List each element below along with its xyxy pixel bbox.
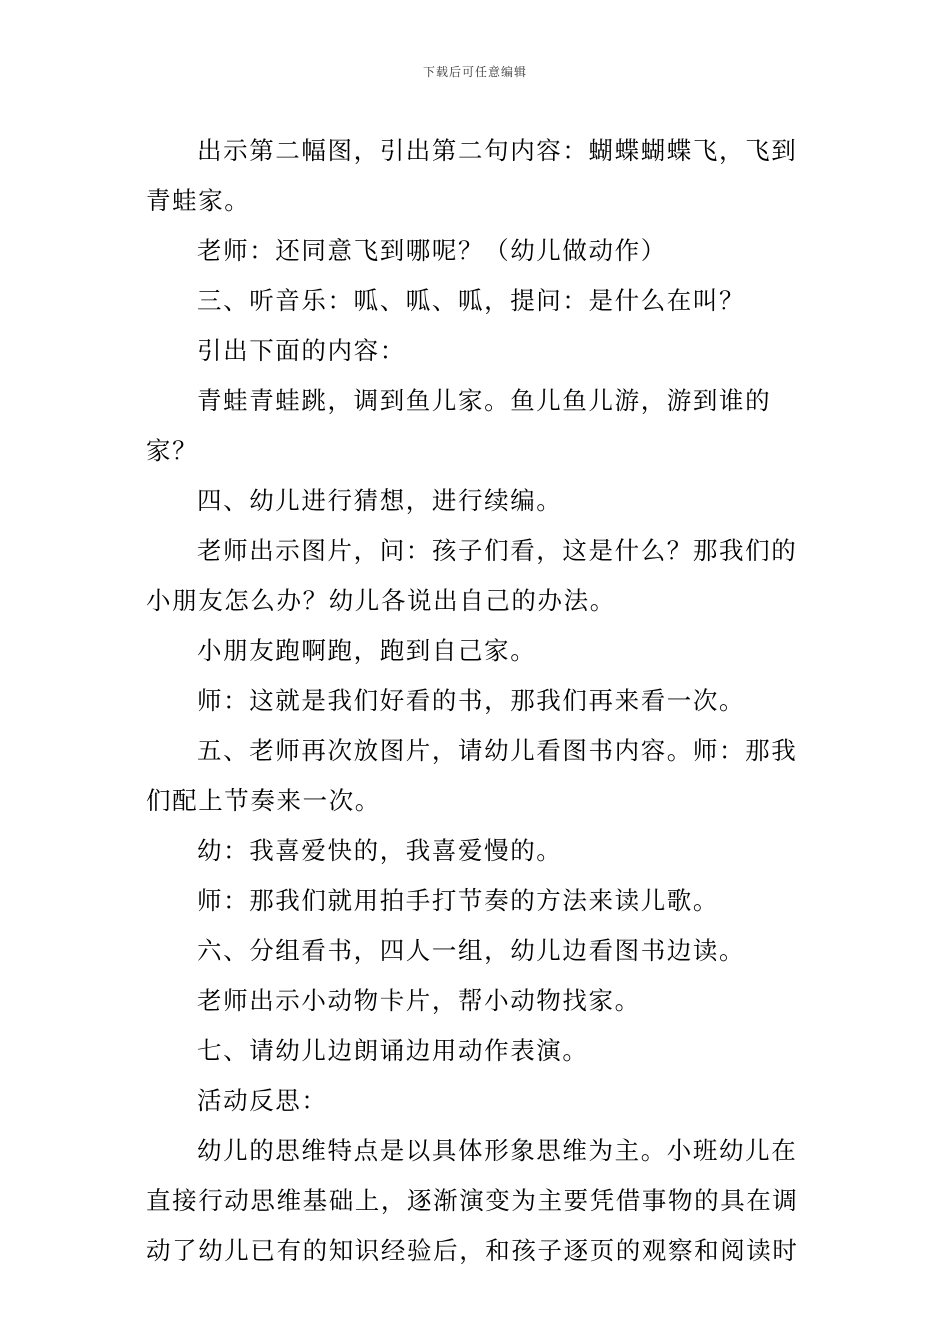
paragraph: 幼儿的思维特点是以具体形象思维为主。小班幼儿在直接行动思维基础上，逐渐演变为主要凭借事物的具在调动了幼儿已有的知识经验后，和孩子逐页的观察和阅读时: [146, 1136, 799, 1265]
paragraph: 青蛙青蛙跳，调到鱼儿家。鱼儿鱼儿游，游到谁的家？: [146, 386, 772, 465]
paragraph: 四、幼儿进行猜想，进行续编。: [197, 486, 563, 515]
page-header: 下载后可任意编辑: [422, 65, 527, 79]
paragraph: 小朋友跑啊跑，跑到自己家。: [197, 636, 537, 665]
paragraph: 出示第二幅图，引出第二句内容：蝴蝶蝴蝶飞，飞到青蛙家。: [146, 136, 798, 215]
paragraph: 师：那我们就用拍手打节奏的方法来读儿歌。: [197, 886, 719, 915]
paragraph: 老师出示小动物卡片，帮小动物找家。: [197, 986, 641, 1015]
paragraph: 引出下面的内容：: [197, 336, 406, 365]
paragraph: 师：这就是我们好看的书，那我们再来看一次。: [197, 686, 746, 715]
paragraph: 三、听音乐：呱、呱、呱，提问：是什么在叫？: [197, 286, 746, 315]
paragraph: 幼：我喜爱快的，我喜爱慢的。: [197, 836, 563, 865]
paragraph: 六、分组看书，四人一组，幼儿边看图书边读。: [197, 936, 746, 965]
paragraph: 七、请幼儿边朗诵边用动作表演。: [197, 1036, 589, 1065]
paragraph: 活动反思：: [197, 1086, 328, 1115]
paragraph: 老师出示图片，问：孩子们看，这是什么？那我们的小朋友怎么办？幼儿各说出自己的办法。: [146, 536, 798, 615]
paragraph: 五、老师再次放图片，请幼儿看图书内容。师：那我们配上节奏来一次。: [146, 736, 798, 815]
paragraph: 老师：还同意飞到哪呢？（幼儿做动作）: [197, 236, 667, 265]
document-body: [146, 126, 808, 1276]
